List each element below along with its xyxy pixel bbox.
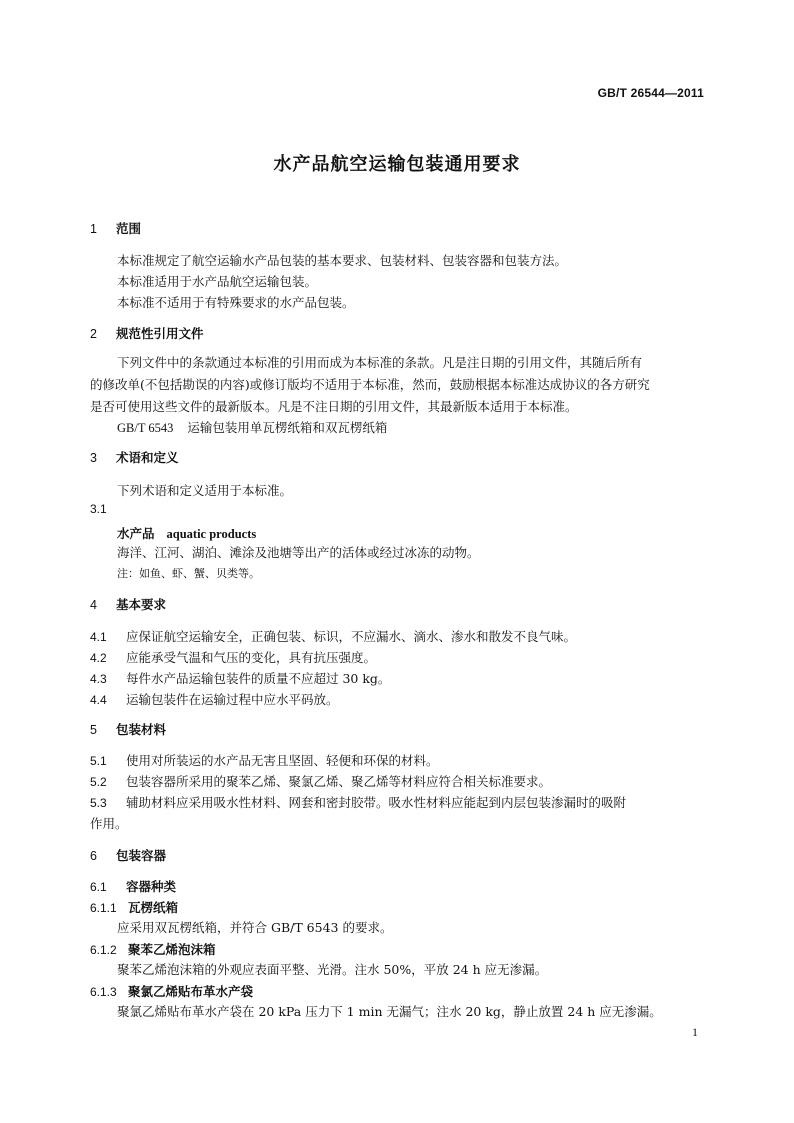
clause xyxy=(90,627,576,645)
term-entry xyxy=(117,523,256,542)
term-note: 注：如鱼、虾、蟹、贝类等。 xyxy=(117,567,260,580)
normative-reference xyxy=(117,418,387,436)
paragraph: 本标准不适用于有特殊要求的水产品包装。 xyxy=(117,295,355,310)
clause xyxy=(90,793,626,811)
term-definition: 海洋、江河、湖泊、滩涂及池塘等出产的活体或经过冰冻的动物。 xyxy=(117,545,480,560)
section-3-heading xyxy=(90,448,179,466)
paragraph-line: 是否可使用这些文件的最新版本。凡是不注日期的引用文件，其最新版本适用于本标准。 xyxy=(90,399,578,414)
section-number: 4 xyxy=(90,598,97,612)
clause-number: 6.1.2 xyxy=(90,943,117,957)
term-chinese: 水产品 xyxy=(117,526,155,541)
reference-code: GB/T 6543 xyxy=(117,421,174,435)
section-2-heading xyxy=(90,324,204,342)
clause-text: 应能承受气温和气压的变化，具有抗压强度。 xyxy=(126,650,377,665)
paragraph: 本标准适用于水产品航空运输包装。 xyxy=(117,274,318,289)
section-5-heading xyxy=(90,720,166,738)
section-title: 范围 xyxy=(116,221,142,236)
section-number: 1 xyxy=(90,222,97,236)
standard-number: GB/T 26544—2011 xyxy=(597,86,704,100)
clause xyxy=(90,690,339,708)
clause-title: 瓦楞纸箱 xyxy=(128,900,179,915)
clause-number: 5.3 xyxy=(90,796,107,810)
clause xyxy=(90,751,439,769)
reference-title: 运输包装用单瓦楞纸箱和双瓦楞纸箱 xyxy=(187,420,388,435)
paragraph: 本标准规定了航空运输水产品包装的基本要求、包装材料、包装容器和包装方法。 xyxy=(117,253,568,268)
subclause-6-1-1-heading xyxy=(90,897,178,916)
clause-number: 6.1.1 xyxy=(90,901,117,915)
section-number: 6 xyxy=(90,849,97,863)
clause-text: 应采用双瓦楞纸箱，并符合 GB/T 6543 的要求。 xyxy=(117,920,393,935)
section-title: 规范性引用文件 xyxy=(116,326,204,341)
clause xyxy=(90,648,376,666)
clause xyxy=(90,772,551,790)
clause-title: 容器种类 xyxy=(126,879,177,894)
clause-text: 聚氯乙烯贴布革水产袋在 20 kPa 压力下 1 min 无漏气；注水 20 kg，静止放置 24 h 应无渗漏。 xyxy=(117,1004,662,1019)
clause-number: 4.4 xyxy=(90,693,107,707)
paragraph-line: 下列文件中的条款通过本标准的引用而成为本标准的条款。凡是注日期的引用文件，其随后所有 xyxy=(117,355,643,370)
clause-text: 使用对所装运的水产品无害且坚固、轻便和环保的材料。 xyxy=(126,753,439,768)
paragraph: 下列术语和定义适用于本标准。 xyxy=(117,483,293,498)
section-title: 基本要求 xyxy=(116,597,167,612)
clause-text: 运输包装件在运输过程中应水平码放。 xyxy=(126,692,339,707)
section-1-heading xyxy=(90,219,141,237)
page-number: 1 xyxy=(692,1025,698,1039)
section-number: 5 xyxy=(90,723,97,737)
clause-number: 4.1 xyxy=(90,630,107,644)
clause-text: 包装容器所采用的聚苯乙烯、聚氯乙烯、聚乙烯等材料应符合相关标准要求。 xyxy=(126,774,552,789)
clause-number: 3.1 xyxy=(90,502,107,516)
document-title: 水产品航空运输包装通用要求 xyxy=(273,154,521,175)
section-title: 包装材料 xyxy=(116,722,167,737)
term-english: aquatic products xyxy=(166,527,257,541)
paragraph-line: 的修改单(不包括勘误的内容)或修订版均不适用于本标准，然而，鼓励根据本标准达成协议的各方研究 xyxy=(90,377,650,392)
clause-text: 聚苯乙烯泡沫箱的外观应表面平整、光滑。注水 50%，平放 24 h 应无渗漏。 xyxy=(117,962,548,977)
clause-number: 4.2 xyxy=(90,651,107,665)
clause-number: 5.2 xyxy=(90,775,107,789)
section-4-heading xyxy=(90,595,166,613)
subclause-6-1-2-heading xyxy=(90,939,216,958)
clause-continuation: 作用。 xyxy=(90,816,128,831)
clause-number: 6.1.3 xyxy=(90,985,117,999)
section-6-heading xyxy=(90,846,166,864)
subclause-6-1-3-heading xyxy=(90,981,253,1000)
clause-text: 应保证航空运输安全，正确包装、标识，不应漏水、滴水、渗水和散发不良气味。 xyxy=(126,629,577,644)
clause xyxy=(90,669,390,687)
clause-number: 4.3 xyxy=(90,672,107,686)
section-number: 3 xyxy=(90,451,97,465)
section-number: 2 xyxy=(90,327,97,341)
clause-text: 辅助材料应采用吸水性材料、网套和密封胶带。吸水性材料应能起到内层包装渗漏时的吸附 xyxy=(126,795,627,810)
clause-number: 6.1 xyxy=(90,880,107,894)
subclause-6-1-heading xyxy=(90,876,176,895)
section-title: 术语和定义 xyxy=(116,450,179,465)
clause-title: 聚氯乙烯贴布革水产袋 xyxy=(128,984,254,999)
section-title: 包装容器 xyxy=(116,848,167,863)
clause-number: 5.1 xyxy=(90,754,107,768)
clause-text: 每件水产品运输包装件的质量不应超过 30 kg。 xyxy=(126,671,391,686)
clause-title: 聚苯乙烯泡沫箱 xyxy=(128,942,216,957)
